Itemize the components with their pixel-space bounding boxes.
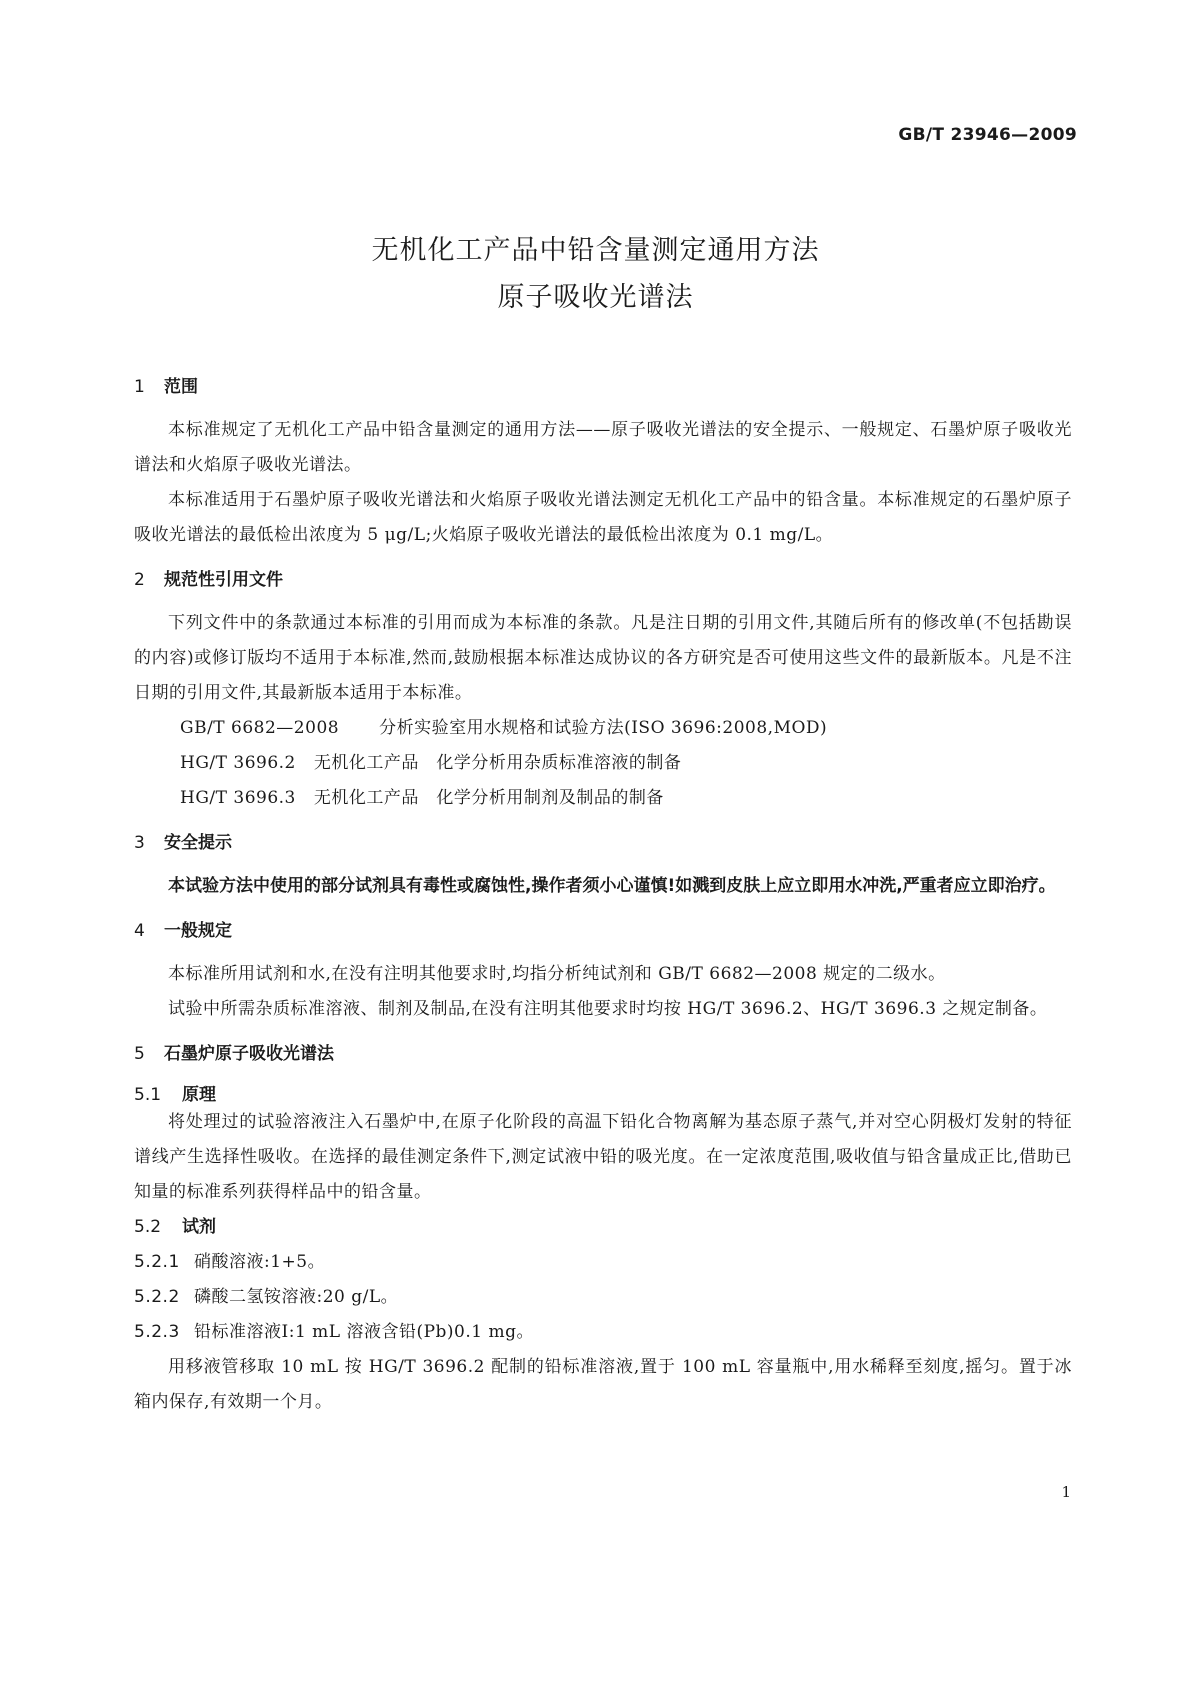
- subsection-title: 原理: [182, 1085, 216, 1105]
- subsection-number: 5.1: [134, 1085, 162, 1105]
- reference-code: HG/T 3696.2: [180, 753, 296, 773]
- reference-item: [180, 781, 1072, 816]
- section-title: 规范性引用文件: [164, 570, 283, 590]
- paragraph: 用移液管移取 10 mL 按 HG/T 3696.2 配制的铅标准溶液,置于 100 mL 容量瓶中,用水稀释至刻度,摇匀。置于冰箱内保存,有效期一个月。: [134, 1357, 1072, 1412]
- section-title: 范围: [164, 377, 198, 397]
- section-title: 一般规定: [164, 921, 232, 941]
- document-subtitle: 原子吸收光谱法: [497, 282, 694, 313]
- document-title: 无机化工产品中铅含量测定通用方法: [371, 235, 820, 266]
- paragraph: 本标准适用于石墨炉原子吸收光谱法和火焰原子吸收光谱法测定无机化工产品中的铅含量。本标准规定的石墨炉原子吸收光谱法的最低检出浓度为 5 μg/L;火焰原子吸收光谱法的最低检出浓度为 0.1 mg/L。: [134, 490, 1072, 545]
- section-heading-1: [134, 372, 1072, 397]
- paragraph: 本标准规定了无机化工产品中铅含量测定的通用方法——原子吸收光谱法的安全提示、一般规定、石墨炉原子吸收光谱法和火焰原子吸收光谱法。: [134, 420, 1072, 475]
- section-number: 5: [134, 1044, 145, 1064]
- item-number: 5.2.1: [134, 1252, 180, 1272]
- section-heading-2: [134, 565, 1072, 590]
- subsection-number: 5.2: [134, 1217, 162, 1237]
- section-number: 3: [134, 833, 145, 853]
- section-heading-5: [134, 1039, 1072, 1064]
- item-text: 硝酸溶液:1+5。: [194, 1252, 326, 1272]
- subsection-title: 试剂: [182, 1217, 216, 1237]
- reference-item: [180, 746, 1072, 781]
- reference-code: GB/T 6682—2008: [180, 718, 340, 738]
- item-text: 磷酸二氢铵溶液:20 g/L。: [194, 1287, 399, 1307]
- safety-warning: 本试验方法中使用的部分试剂具有毒性或腐蚀性,操作者须小心谨慎!如溅到皮肤上应立即用水冲洗,严重者应立即治疗。: [168, 876, 1056, 896]
- subsection-heading-5-2: [134, 1210, 1072, 1245]
- reagent-item: [134, 1245, 1072, 1280]
- item-number: 5.2.3: [134, 1322, 180, 1342]
- section-heading-4: [134, 916, 1072, 941]
- section-number: 4: [134, 921, 145, 941]
- reference-title: 无机化工产品 化学分析用制剂及制品的制备: [313, 788, 664, 808]
- section-title: 石墨炉原子吸收光谱法: [164, 1044, 334, 1064]
- item-text: 铅标准溶液Ⅰ:1 mL 溶液含铅(Pb)0.1 mg。: [194, 1322, 535, 1342]
- paragraph: 将处理过的试验溶液注入石墨炉中,在原子化阶段的高温下铅化合物离解为基态原子蒸气,并对空心阴极灯发射的特征谱线产生选择性吸收。在选择的最佳测定条件下,测定试液中铅的吸光度。在一定浓度范围,吸收值与铅含量成正比,借助已知量的标准系列获得样品中的铅含量。: [134, 1112, 1072, 1202]
- reference-title: 分析实验室用水规格和试验方法(ISO 3696:2008,MOD): [379, 718, 828, 738]
- reference-item: [180, 711, 1072, 746]
- paragraph: 试验中所需杂质标准溶液、制剂及制品,在没有注明其他要求时均按 HG/T 3696.2、HG/T 3696.3 之规定制备。: [168, 999, 1048, 1019]
- section-heading-3: [134, 828, 1072, 853]
- section-number: 1: [134, 377, 145, 397]
- subsection-heading-5-1: [134, 1080, 1072, 1105]
- reference-code: HG/T 3696.3: [180, 788, 296, 808]
- item-number: 5.2.2: [134, 1287, 180, 1307]
- paragraph: 本标准所用试剂和水,在没有注明其他要求时,均指分析纯试剂和 GB/T 6682—2008 规定的二级水。: [168, 964, 946, 984]
- page-number: 1: [1061, 1483, 1071, 1501]
- section-number: 2: [134, 570, 145, 590]
- section-title: 安全提示: [164, 833, 232, 853]
- reference-title: 无机化工产品 化学分析用杂质标准溶液的制备: [313, 753, 682, 773]
- reagent-item: [134, 1280, 1072, 1315]
- paragraph: 下列文件中的条款通过本标准的引用而成为本标准的条款。凡是注日期的引用文件,其随后所有的修改单(不包括勘误的内容)或修订版均不适用于本标准,然而,鼓励根据本标准达成协议的各方研究是否可使用这些文件的最新版本。凡是不注日期的引用文件,其最新版本适用于本标准。: [134, 613, 1072, 703]
- document-body: [134, 372, 1072, 1420]
- reagent-item: [134, 1315, 1072, 1350]
- standard-code: GB/T 23946—2009: [898, 125, 1077, 145]
